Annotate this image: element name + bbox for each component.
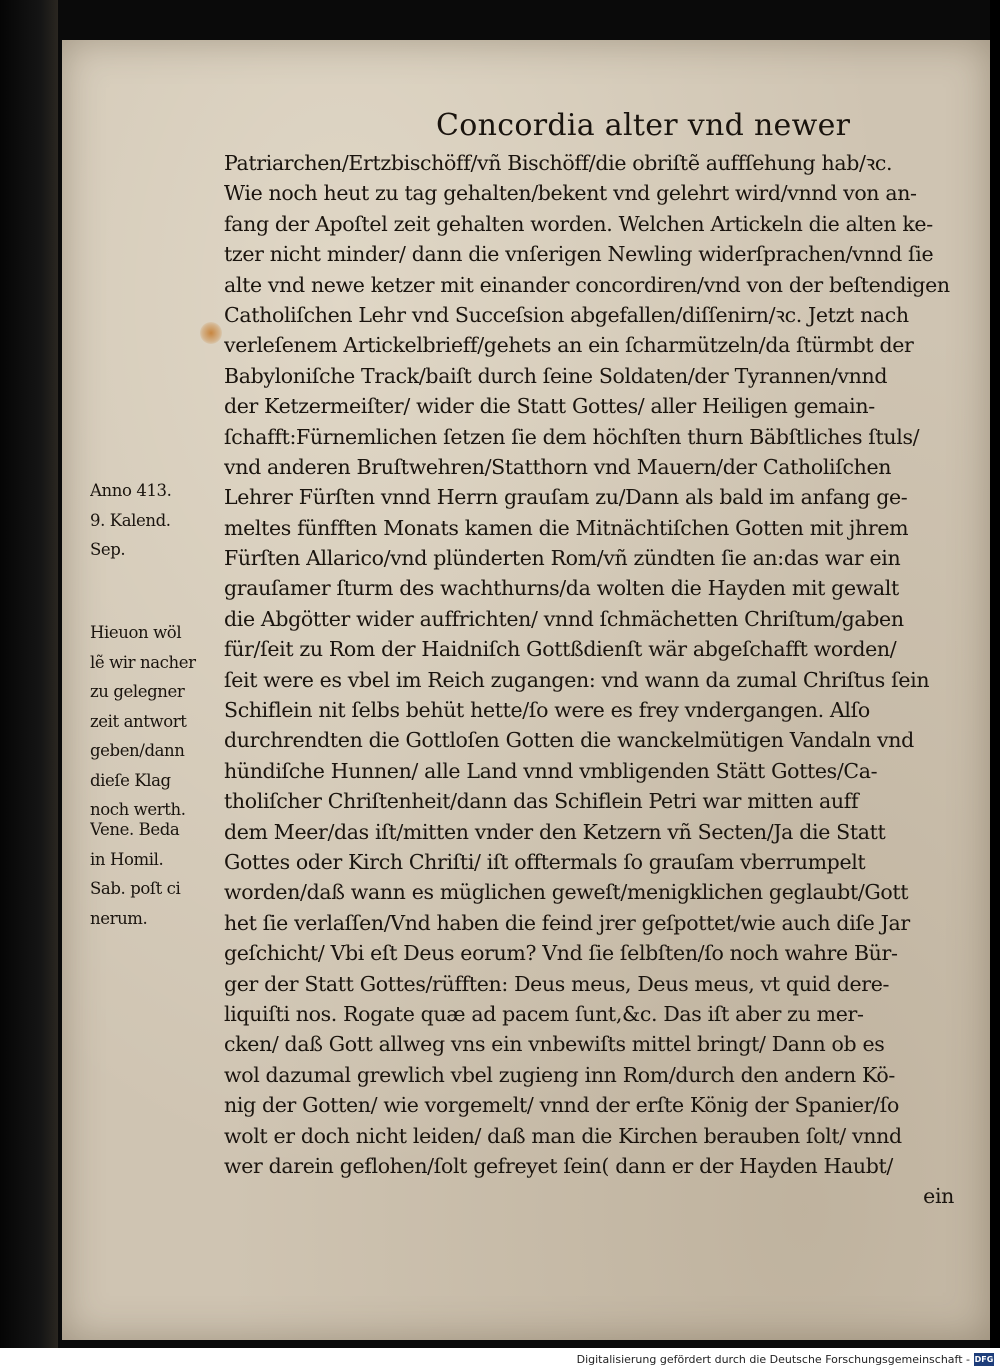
text-line: Fürſten Allarico/vnd plünderten Rom/vñ zündten ſie an:das war ein [224, 546, 901, 571]
margin-line: zeit antwort [90, 711, 187, 731]
text-line: wer darein geflohen/ſolt gefreyet ſein( dann er der Hayden Haubt/ [224, 1153, 893, 1178]
text-line: Babyloniſche Track/baiſt durch ſeine Soldaten/der Tyrannen/vnnd [224, 363, 888, 388]
text-line: für/ſeit zu Rom der Haidniſch Gottßdienſt wär abgeſchafft worden/ [224, 637, 897, 662]
margin-line: geben/dann [90, 741, 185, 760]
text-line: ſeit were es vbel im Reich zugangen: vnd wann da zumal Chriſtus ſein [224, 667, 930, 692]
text-line: Wie noch heut zu tag gehalten/bekent vnd gelehrt wird/vnnd von an- [224, 181, 917, 206]
paper-stain [200, 322, 222, 344]
text-line: vnd anderen Bruſtwehren/Statthorn vnd Mauern/der Catholiſchen [224, 454, 892, 479]
text-line: alte vnd newe ketzer mit einander concordiren/vnd von der beſtendigen [224, 272, 950, 297]
running-head: Concordia alter vnd newer [436, 108, 851, 143]
text-line: Gottes oder Kirch Chriſti/ iſt offtermals ſo grauſam vberrumpelt [224, 849, 866, 874]
text-line: geſchicht/ Vbi eſt Deus eorum? Vnd ſie ſelbſten/ſo noch wahre Bür- [224, 941, 898, 966]
margin-line: Vene. Beda [90, 820, 180, 839]
text-line: cken/ daß Gott allweg vns ein vnbewiſts mittel bringt/ Dann ob es [224, 1032, 885, 1057]
text-line: tholiſcher Chriſtenheit/dann das Schiflein Petri war mitten auff [224, 789, 859, 814]
text-line: verleſenem Artickelbrieff/gehets an ein ſcharmützeln/da ſtürmbt der [224, 333, 914, 358]
text-line: durchrendten die Gottloſen Gotten die wanckelmütigen Vandaln vnd [224, 728, 914, 753]
text-line: het ſie verlaſſen/Vnd haben die feind jrer geſpottet/wie auch diſe Jar [224, 910, 910, 935]
margin-line: dieſe Klag [90, 770, 171, 790]
main-text-block [224, 148, 964, 1212]
text-line: Patriarchen/Ertzbischöff/vñ Bischöff/die obriſtẽ auffſehung hab/ꝛc. [224, 151, 893, 175]
margin-note-anno [90, 476, 226, 565]
text-line: meltes fünfften Monats kamen die Mitnächtiſchen Gotten mit jhrem [224, 515, 909, 540]
margin-line: 9. Kalend. [90, 510, 171, 530]
margin-line: in Homil. [90, 849, 164, 869]
catchword: ein [923, 1184, 954, 1209]
text-line: der Ketzermeiſter/ wider die Statt Gottes/ aller Heiligen gemain- [224, 394, 875, 419]
text-line: worden/daß wann es müglichen geweſt/menigklichen geglaubt/Gott [224, 880, 909, 905]
margin-line: lẽ wir nacher [90, 652, 196, 672]
text-line: fang der Apoſtel zeit gehalten worden. Welchen Artickeln die alten ke- [224, 211, 933, 236]
margin-line: noch werth. [90, 800, 186, 819]
text-line: wol dazumal grewlich vbel zugieng inn Rom/durch den andern Kö- [224, 1062, 895, 1087]
margin-line: Sep. [90, 540, 126, 559]
text-line: grauſamer ſturm des wachthurns/da wolten die Hayden mit gewalt [224, 576, 899, 601]
dfg-logo[interactable]: DFG [974, 1355, 994, 1364]
text-line: nig der Gotten/ wie vorgemelt/ vnnd der erſte König der Spanier/ſo [224, 1093, 899, 1118]
margin-line: Hieuon wöl [90, 623, 182, 642]
page-edge [990, 0, 1000, 1348]
text-line: wolt er doch nicht leiden/ daß man die Kirchen berauben ſolt/ vnnd [224, 1123, 902, 1148]
funding-credit: Digitalisierung gefördert durch die Deutsche Forschungsgemeinschaft - [576, 1353, 970, 1366]
margin-note-hieuon [90, 618, 226, 825]
text-line: dem Meer/das iſt/mitten vnder den Ketzern vñ Secten/Ja die Statt [224, 819, 886, 844]
margin-line: zu gelegner [90, 682, 185, 701]
text-line: tzer nicht minder/ dann die vnſerigen Newling widerſprachen/vnnd ſie [224, 242, 934, 267]
margin-line: Anno 413. [90, 481, 172, 500]
margin-line: nerum. [90, 908, 148, 928]
text-line: ger der Statt Gottes/rüfften: Deus meus, Deus meus, vt quid dere- [224, 971, 890, 996]
text-line: Lehrer Fürſten vnnd Herrn grauſam zu/Dann als bald im anfang ge- [224, 485, 908, 510]
text-line: liquiſti nos. Rogate quæ ad pacem ſunt,&c. Das iſt aber zu mer- [224, 1001, 864, 1026]
margin-line: Sab. poſt ci [90, 879, 181, 898]
margin-note-vene [90, 815, 226, 933]
text-line: die Abgötter wider auffrichten/ vnnd ſchmächetten Chriſtum/gaben [224, 606, 904, 631]
book-spine-shadow [0, 0, 58, 1348]
text-line: ſchafft:Fürnemlichen ſetzen ſie dem höchſten thurn Bäbſtliches ſtuls/ [224, 424, 920, 449]
text-line: Catholiſchen Lehr vnd Succeſsion abgefallen/diſſenirn/ꝛc. Jetzt nach [224, 302, 909, 327]
text-line: hündiſche Hunnen/ alle Land vnnd vmbligenden Stätt Gottes/Ca- [224, 758, 878, 783]
text-line: Schiflein nit ſelbs behüt hette/ſo were es frey vndergangen. Alſo [224, 698, 870, 723]
